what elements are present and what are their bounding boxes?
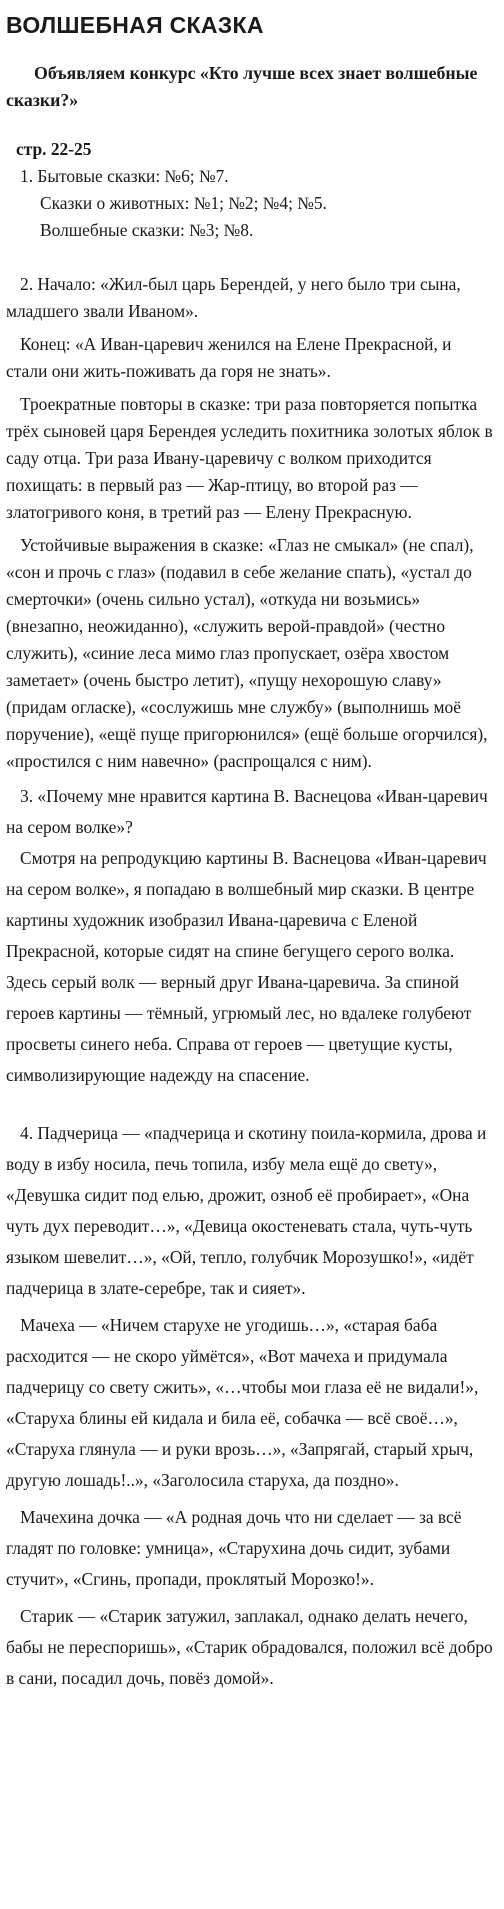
q2-phrases: Устойчивые выражения в сказке: «Глаз не смыкал» (не спал), «сон и прочь с глаз» (подавил в себе желание спать), «устал до смерточки» (очень сильно устал), «откуда ни возьмись» (внезапно, неожиданно), «служить верой-правдой» (честно служить), «синие леса мимо глаз пропускает, озёра хвостом заметает» (очень быстро летит), «пущу нехорошую славу» (придам огласке), «сослужишь мне службу» (выполнишь моё поручение), «ещё пуще пригорюнился» (ещё больше огорчился), «простился с ним навечно» (распрощался с ним).	[6, 535, 488, 771]
q1-line-2: Сказки о животных: №1; №2; №4; №5.	[40, 193, 327, 213]
q1-line-1: 1. Бытовые сказки: №6; №7.	[20, 166, 229, 186]
q3-answer: Смотря на репродукцию картины В. Васнецова «Иван-царевич на сером волке», я попадаю в волшебный мир сказки. В центре картины художник изобразил Ивана-царевича с Еленой Прекрасной, которые сидят на спине бегущего серого волка. Здесь серый волк — верный друг Ивана-царевича. За спиной героев картины — тёмный, угрюмый лес, но вдалеке голубеют просветы синего неба. Справа от героев — цветущие кусты, символизирующие надежду на спасение.	[6, 848, 487, 1085]
q1-line-3: Волшебные сказки: №3; №8.	[40, 220, 254, 240]
q3-question: 3. «Почему мне нравится картина В. Васнецова «Иван-царевич на сером волке»?	[6, 786, 488, 837]
q2-start: 2. Начало: «Жил-был царь Берендей, у него было три сына, младшего звали Иваном».	[6, 274, 461, 321]
page-title: ВОЛШЕБНАЯ СКАЗКА	[6, 12, 264, 38]
q2-repeats: Троекратные повторы в сказке: три раза повторяется попытка трёх сыновей царя Берендея уследить похитника золотых яблок в саду отца. Три раза Ивану-царевичу с волком приходится похищать: в первый раз — Жар-птицу, во второй раз — златогривого коня, в третий раз — Елену Прекрасную.	[6, 394, 493, 522]
q4-daughter: Мачехина дочка — «А родная дочь что ни сделает — за всё гладят по головке: умница», «Старухина дочь сидит, зубами стучит», «Сгинь, пропади, проклятый Морозко!».	[6, 1507, 462, 1589]
pages-label: стр. 22-25	[16, 139, 92, 159]
spacer	[6, 1091, 494, 1118]
spacer	[6, 244, 494, 271]
q4-oldman: Старик — «Старик затужил, заплакал, однако делать нечего, бабы не переспоришь», «Старик обрадовался, положил всё добро в сани, посадил дочь, повёз домой».	[6, 1606, 493, 1688]
q4-stepdaughter: 4. Падчерица — «падчерица и скотину поила-кормила, дрова и воду в избу носила, печь топила, избу мела ещё до свету», «Девушка сидит под елью, дрожит, озноб её пробирает», «Она чуть дух переводит…», «Девица окостеневать стала, чуть-чуть языком шевелит…», «Ой, тепло, голубчик Морозушко!», «идёт падчерица в злате-серебре, так и сияет».	[6, 1123, 487, 1298]
q3-section	[6, 781, 494, 1091]
contest-intro: Объявляем конкурс «Кто лучше всех знает волшебные сказки?»	[6, 63, 478, 110]
q2-end: Конец: «А Иван-царевич женился на Елене Прекрасной, и стали они жить-поживать да горя не знать».	[6, 334, 452, 381]
q4-stepmother: Мачеха — «Ничем старухе не угодишь…», «старая баба расходится — не скоро уймётся», «Вот мачеха и придумала падчерицу со свету сжить», «…чтобы мои глаза её не видали!», «Старуха блины ей кидала и била её, собачка — всё своё…», «Старуха глянула — и руки врозь…», «Запрягай, старый хрыч, другую лошадь!..», «Заголосила старуха, да поздно».	[6, 1315, 479, 1490]
